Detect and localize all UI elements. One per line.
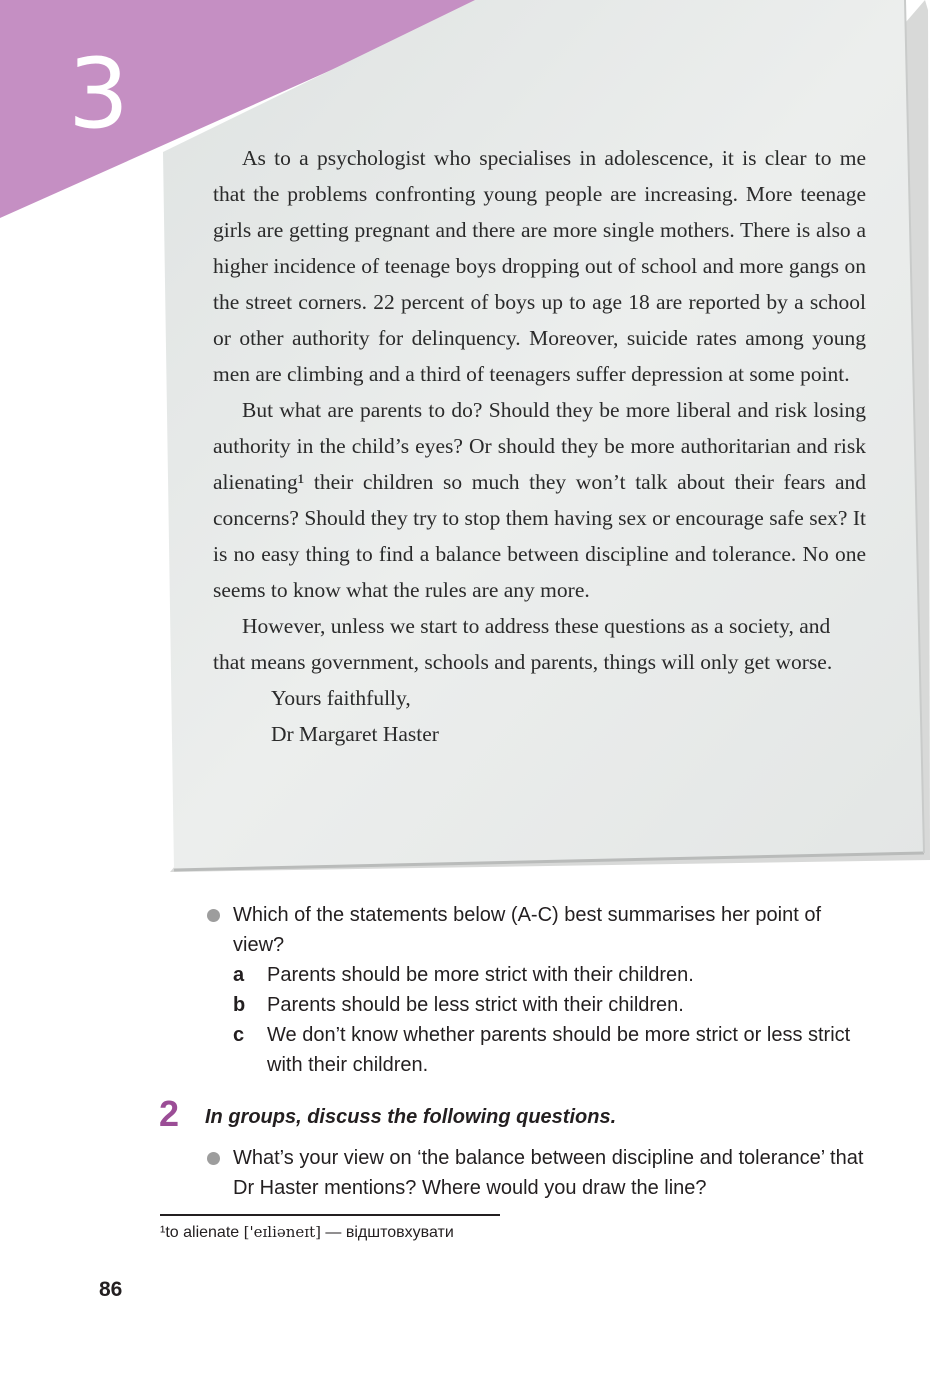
letter-signature: Dr Margaret Haster xyxy=(271,722,439,746)
letter-paragraph: However, unless we start to address these questions as a society, and that means government, schools and parents, things will only get worse. xyxy=(213,614,833,674)
unit-number: 3 xyxy=(68,38,130,150)
exercise2-question: What’s your view on ‘the balance between discipline and tolerance’ that Dr Haster mentions? Where would you draw the line? xyxy=(233,1147,864,1199)
letter-closing: Yours faithfully, xyxy=(271,686,411,710)
answer-options xyxy=(206,960,866,1080)
answer-option xyxy=(233,960,866,990)
footnote-term: to alienate xyxy=(165,1224,240,1241)
bullet-item xyxy=(206,1143,866,1203)
answer-option xyxy=(233,1020,866,1080)
letter-paragraph: But what are parents to do? Should they be more liberal and risk losing authority in the child’s eyes? Or should they be more authoritarian and risk alienating¹ their children so much they won’t talk about their fears and concerns? Should they try to stop them having sex or encourage safe sex? It is no easy thing to find a balance between discipline and tolerance. No one seems to know what the rules are any more. xyxy=(213,398,866,602)
option-text: We don’t know whether parents should be more strict or less strict with their children. xyxy=(267,1024,851,1076)
exercise-number: 2 xyxy=(159,1093,180,1134)
exercise-instruction: In groups, discuss the following questions. xyxy=(205,1106,617,1128)
bullet-item xyxy=(206,900,866,960)
footnote-ipa: ['eɪliəneɪt] xyxy=(243,1223,321,1241)
bullet-dot-icon xyxy=(207,909,220,922)
exercise2-task xyxy=(206,1143,866,1203)
footnote-divider xyxy=(160,1214,500,1216)
footnote-marker: ¹ xyxy=(160,1224,166,1241)
option-letter: c xyxy=(233,1024,245,1046)
answer-option xyxy=(233,990,866,1020)
exercise1-task xyxy=(206,900,866,1080)
exercise1-question: Which of the statements below (A-C) best summarises her point of view? xyxy=(233,904,822,956)
page-number: 86 xyxy=(99,1278,123,1301)
option-text: Parents should be more strict with their children. xyxy=(267,964,694,986)
option-text: Parents should be less strict with their children. xyxy=(267,994,684,1016)
letter-text xyxy=(213,140,866,752)
bullet-dot-icon xyxy=(207,1152,220,1165)
footnote xyxy=(160,1221,454,1244)
option-letter: b xyxy=(233,994,246,1016)
option-letter: a xyxy=(233,964,245,986)
footnote-translation: — відштовхувати xyxy=(325,1224,454,1241)
letter-paragraph: As to a psychologist who specialises in adolescence, it is clear to me that the problems confronting young people are increasing. More teenage girls are getting pregnant and there are more single mothers. There is also a higher incidence of teenage boys dropping out of school and more gangs on the street corners. 22 percent of boys up to age 18 are reported by a school or other authority for delinquency. Moreover, suicide rates among young men are climbing and a third of teenagers suffer depression at some point. xyxy=(213,146,866,386)
